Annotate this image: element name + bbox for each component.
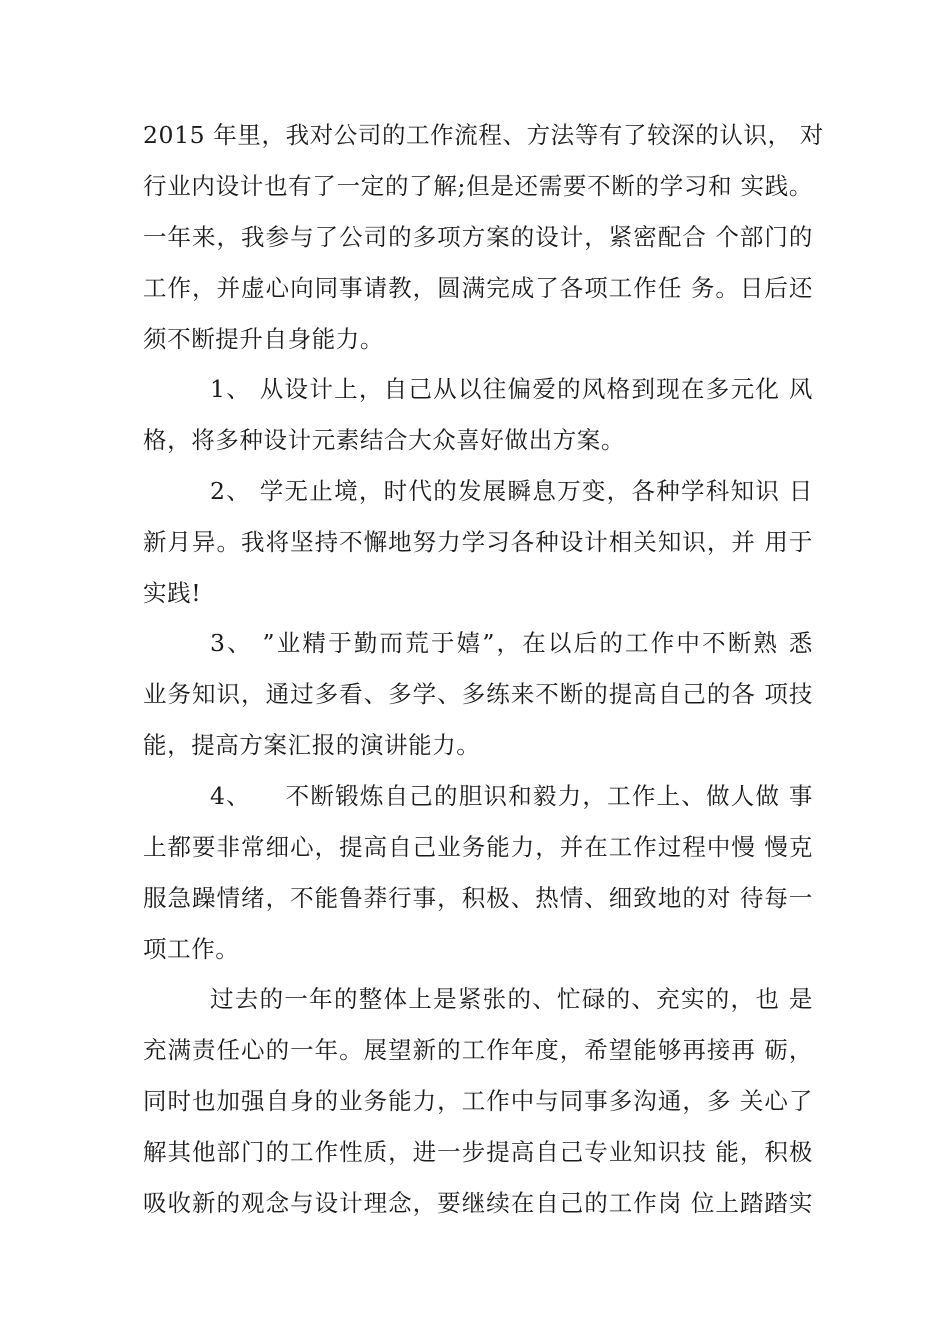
item-3-line-1: 3、 ”业精于勤而荒于嬉”，在以后的工作中不断熟 悉: [210, 629, 813, 657]
closing-line-4: 解其他部门的工作性质，进一步提高自己专业知识技 能，积极: [143, 1138, 813, 1166]
item-2-line-1: 2、 学无止境，时代的发展瞬息万变，各种学科知识 日: [210, 477, 813, 505]
item-4-line-3: 服急躁情绪，不能鲁莽行事，积极、热情、细致地的对 待每一: [143, 884, 813, 912]
item-1-line-2: 格，将多种设计元素结合大众喜好做出方案。: [143, 426, 625, 454]
paragraph-1-line-4: 工作，并虚心向同事请教，圆满完成了各项工作任 务。日后还: [143, 274, 813, 302]
closing-line-3: 同时也加强自身的业务能力，工作中与同事多沟通，多 关心了: [143, 1087, 813, 1115]
item-2-line-2: 新月异。我将坚持不懈地努力学习各种设计相关知识，并 用于: [143, 528, 813, 556]
closing-line-5: 吸收新的观念与设计理念，要继续在自己的工作岗 位上踏踏实: [143, 1189, 813, 1217]
item-3-line-3: 能，提高方案汇报的演讲能力。: [143, 731, 481, 759]
item-4-line-1: 4、 不断锻炼自己的胆识和毅力，工作上、做人做 事: [210, 782, 813, 810]
paragraph-1-line-1: 2015 年里，我对公司的工作流程、方法等有了较深的认识， 对: [143, 121, 824, 149]
paragraph-1-line-2: 行业内设计也有了一定的了解;但是还需要不断的学习和 实践。: [143, 172, 813, 200]
item-1-line-1: 1、 从设计上，自己从以往偏爱的风格到现在多元化 风: [210, 375, 813, 403]
paragraph-1-line-5: 须不断提升自身能力。: [143, 325, 384, 353]
closing-line-2: 充满责任心的一年。展望新的工作年度，希望能够再接再 砺，: [143, 1036, 813, 1064]
item-4-line-4: 项工作。: [143, 935, 240, 963]
item-4-line-2: 上都要非常细心，提高自己业务能力，并在工作过程中慢 慢克: [143, 833, 813, 861]
item-3-line-2: 业务知识，通过多看、多学、多练来不断的提高自己的各 项技: [143, 680, 813, 708]
paragraph-1-line-3: 一年来，我参与了公司的多项方案的设计，紧密配合 个部门的: [143, 223, 813, 251]
item-2-line-3: 实践!: [143, 579, 202, 607]
closing-line-1: 过去的一年的整体上是紧张的、忙碌的、充实的，也 是: [210, 985, 813, 1013]
